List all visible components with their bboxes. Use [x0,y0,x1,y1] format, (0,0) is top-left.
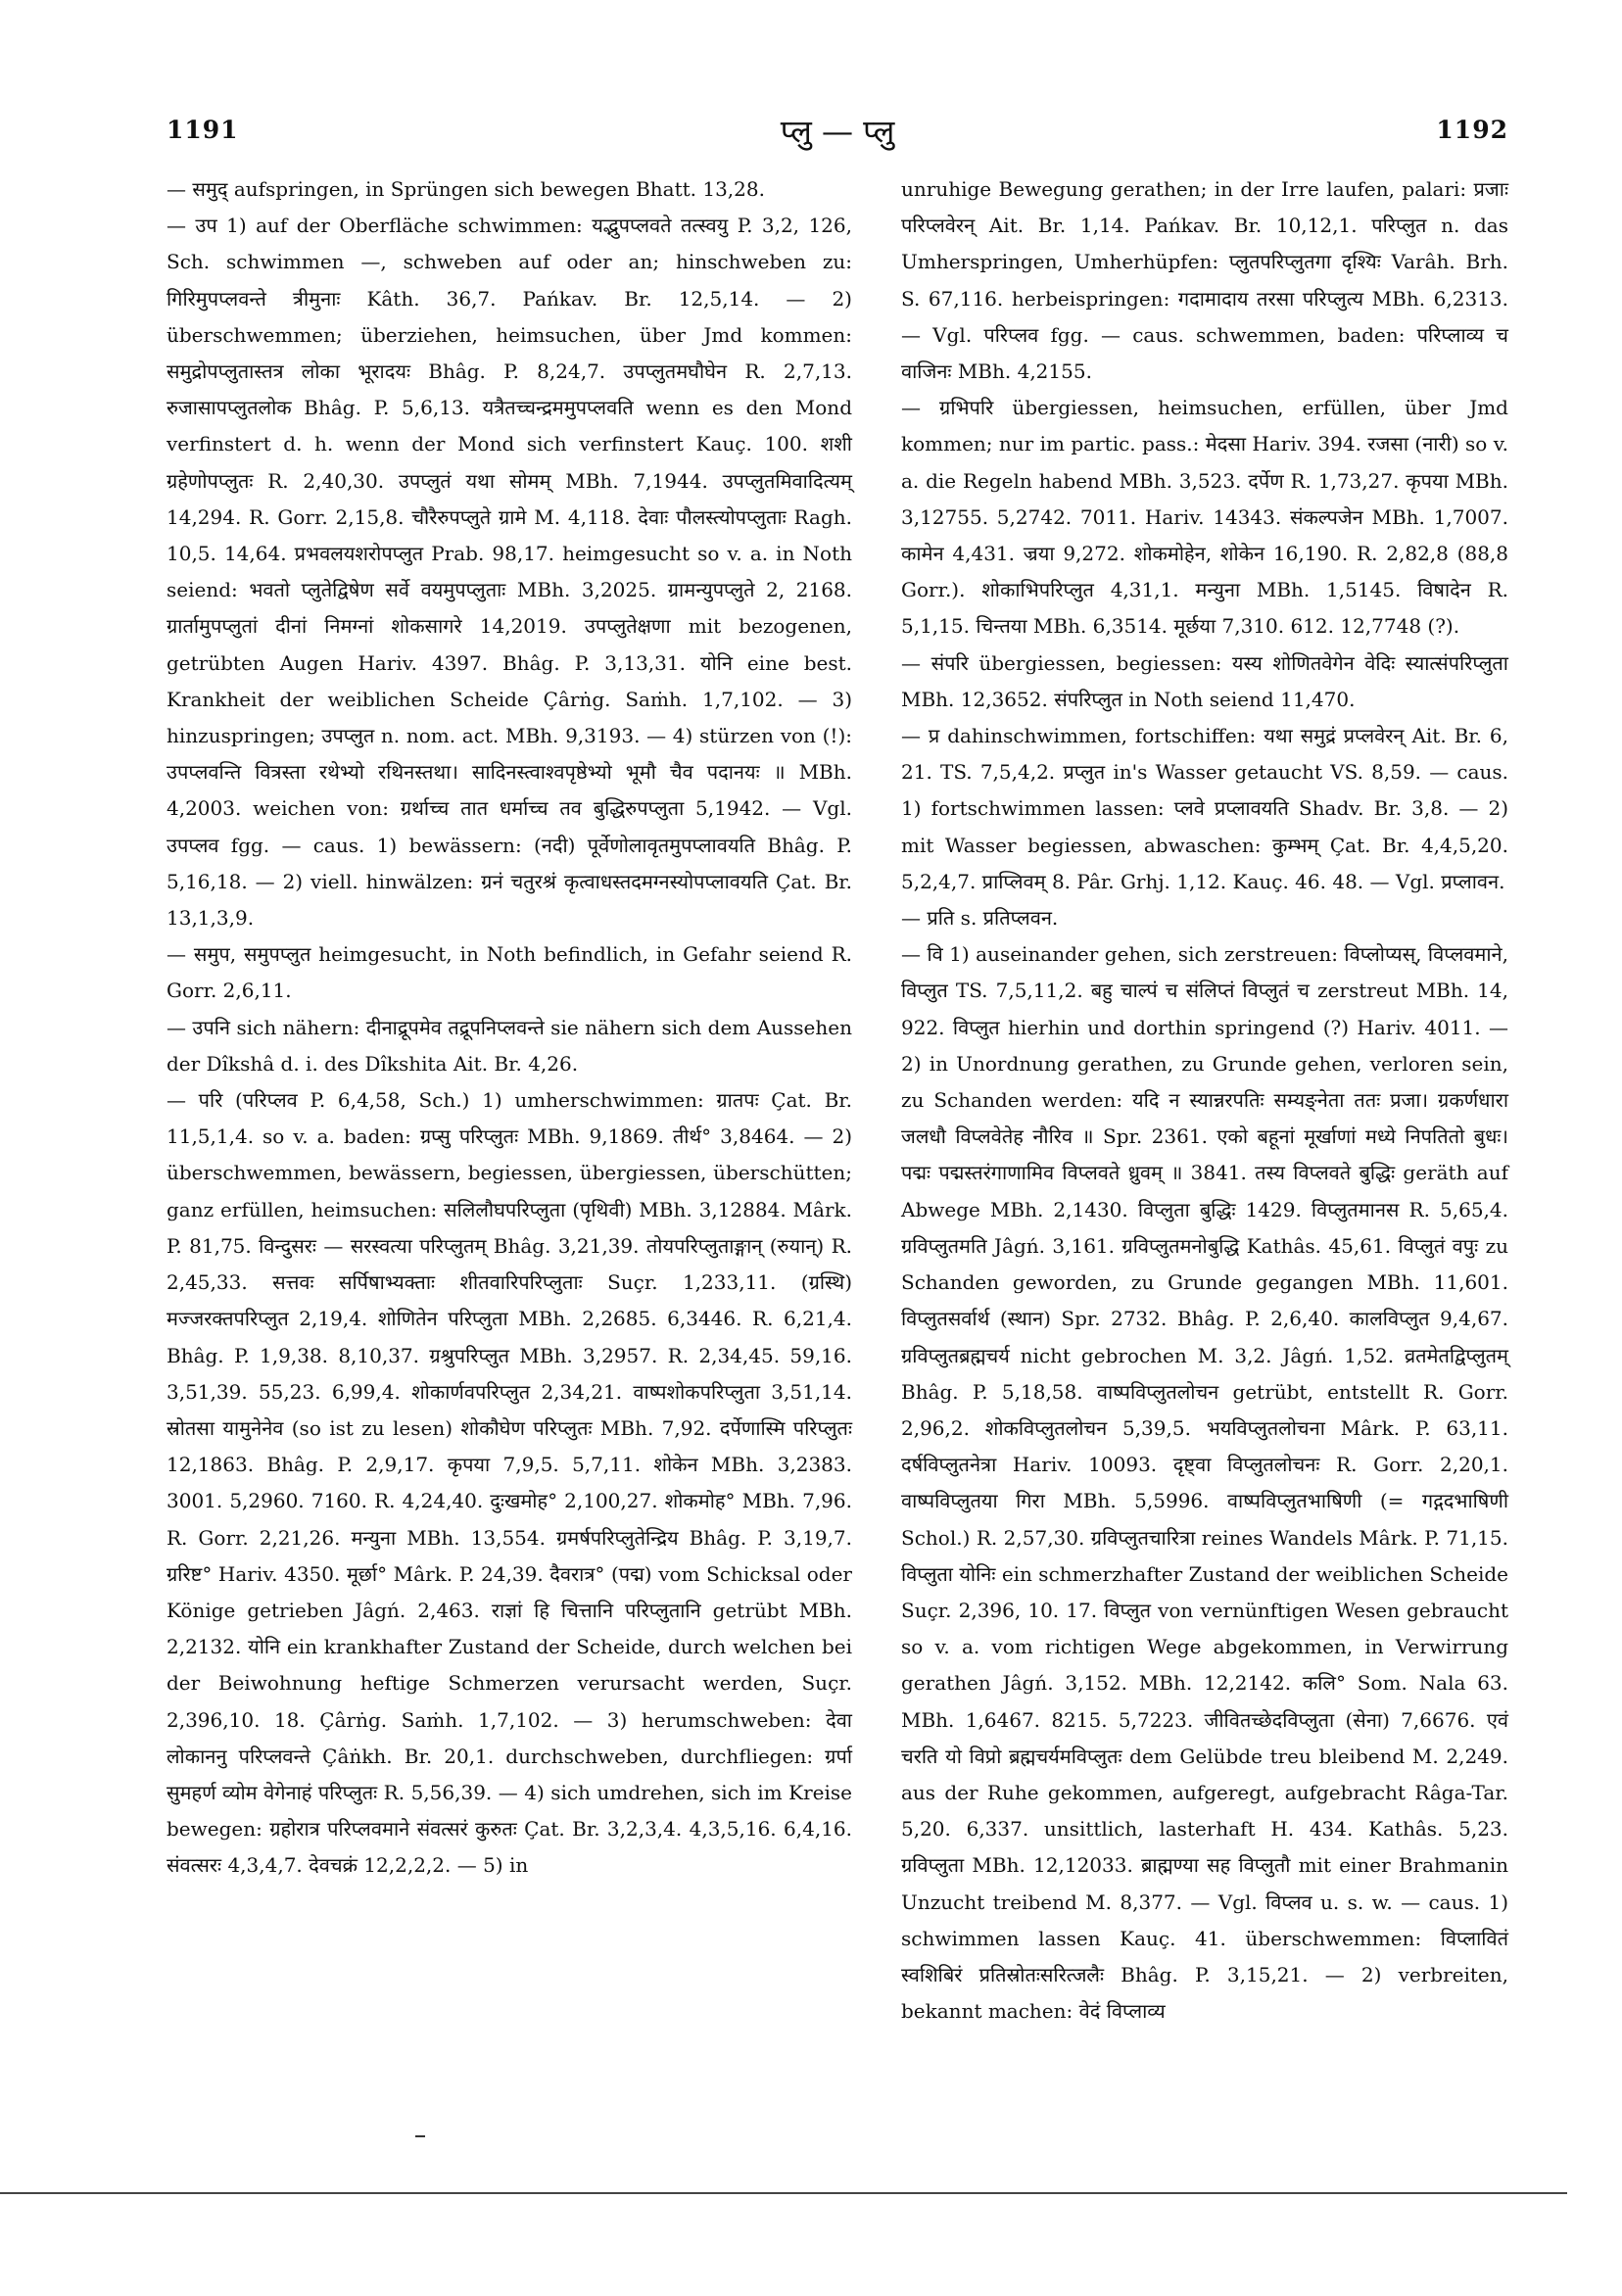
page-number-right: 1192 [1436,116,1508,144]
entry-paragraph: — वि 1) auseinander gehen, sich zerstreuen: विप्लोप्यस्, विप्लवमाने, विप्लुत TS. 7,5,11,2. बहु चाल्पं च संलिप्तं विप्लुतं च zerstreut MBh. 14, 922. विप्लुत hierhin und dorthin springend (?) Hariv. 4011. — 2) in Unordnung gerathen, zu Grunde gehen, verloren sein, zu Schanden werden: यदि न स्यान्नरपतिः सम्यङ्नेता ततः प्रजा। ग्रकर्णधारा जलधौ विप्लवेतेह नौरिव ॥ Spr. 2361. एको बहूनां मूर्खाणां मध्ये निपतितो बुधः। पद्मः पद्मस्तरंगाणामिव विप्लवते ध्रुवम् ॥ 3841. तस्य विप्लवते बुद्धिः geräth auf Abwege MBh. 2,1430. विप्लुता बुद्धिः 1429. विप्लुतमानस R. 5,65,4. ग्रविप्लुतमति Jâgń. 3,161. ग्रविप्लुतमनोबुद्धि Kathâs. 45,61. विप्लुतं वपुः zu Schanden geworden, zu Grunde gegangen MBh. 11,601. विप्लुतसर्वार्थ (स्थान) Spr. 2732. Bhâg. P. 2,6,40. कालविप्लुत 9,4,67. ग्रविप्लुतब्रह्मचर्य nicht gebrochen M. 3,2. Jâgń. 1,52. व्रतमेतद्विप्लुतम् Bhâg. P. 5,18,58. वाष्पविप्लुतलोचन getrübt, entstellt R. Gorr. 2,96,2. शोकविप्लुतलोचन 5,39,5. भयविप्लुतलोचना Mârk. P. 63,11. दर्षविप्लुतनेत्रा Hariv. 10093. दृष्ट्वा विप्लुतलोचनः R. Gorr. 2,20,1. वाष्पविप्लुतया गिरा MBh. 5,5996. वाष्पविप्लुतभाषिणी (= गद्गदभाषिणी Schol.) R. 2,57,30. ग्रविप्लुतचारित्रा reines Wandels Mârk. P. 71,15. विप्लुता योनिः ein schmerzhafter Zustand der weiblichen Scheide Suçr. 2,396, 10. 17. विप्लुत von vernünftigen Wesen gebraucht so v. a. vom richtigen Wege abgekommen, in Verwirrung gerathen Jâgń. 3,152. MBh. 12,2142. कलि° Som. Nala 63. MBh. 1,6467. 8215. 5,7223. जीवितच्छेदविप्लुता (सेना) 7,6676. एवं चरति यो विप्रो ब्रह्मचर्यमविप्लुतः dem Gelübde treu bleibend M. 2,249. aus der Ruhe gekommen, aufgeregt, aufgebracht Râga-Tar. 5,20. 6,337. unsittlich, lasterhaft H. 434. Kathâs. 5,23. ग्रविप्लुता MBh. 12,12033. ब्राह्मण्या सह विप्लुतौ mit einer Brahmanin Unzucht treibend M. 8,377. — Vgl. विप्लव u. s. w. — caus. 1) schwimmen lassen Kauç. 41. überschwemmen: विप्लावितं स्वशिबिरं प्रतिस्रोतःसरित्जलैः Bhâg. P. 3,15,21. — 2) verbreiten, bekannt machen: वेदं विप्लाव्य [901,942,1508,2024]
page-number-left: 1191 [167,116,239,144]
stray-mark [415,2135,425,2137]
right-column [901,171,1508,2024]
entry-paragraph: — समुप, समुपप्लुत heimgesucht, in Noth befindlich, in Gefahr seiend R. Gorr. 2,6,11. [167,942,852,1003]
footer-rule [0,2192,1567,2194]
entry-paragraph: — प्रति s. प्रतिप्लवन. [901,906,1059,931]
entry-paragraph: — ग्रभिपरि übergiessen, heimsuchen, erfüllen, über Jmd kommen; nur im partic. pass.: मेदसा Hariv. 394. रजसा (नारी) so v. a. die Regeln habend MBh. 3,523. दर्पेण R. 1,73,27. कृपया MBh. 3,12755. 5,2742. 7011. Hariv. 14343. संकल्पजेन MBh. 1,7007. कामेन 4,431. ज्रया 9,272. शोकमोहेन, शोकेन 16,190. R. 2,82,8 (88,8 Gorr.). शोकाभिपरिप्लुत 4,31,1. मन्युना MBh. 1,5145. विषादेन R. 5,1,15. चिन्तया MBh. 6,3514. मूर्छया 7,310. 612. 12,7748 (?). [901,396,1508,639]
page-header [167,113,1508,155]
running-headword: प्लु — प्लु [780,113,895,150]
entry-paragraph: — संपरि übergiessen, begiessen: यस्य शोणितवेगेन वेदिः स्यात्संपरिप्लुता MBh. 12,3652. संपरिप्लुत in Noth seiend 11,470. [901,650,1508,711]
entry-paragraph: — उपनि sich nähern: दीनाद्रूपमेव तद्रूपनिप्लवन्ते sie nähern sich dem Aussehen der Dîkshâ d. i. des Dîkshita Ait. Br. 4,26. [167,1015,852,1076]
entry-paragraph: unruhige Bewegung gerathen; in der Irre laufen, palari: प्रजाः परिप्लवेरन् Ait. Br. 1,14. Pańkav. Br. 10,12,1. परिप्लुत n. das Umherspringen, Umherhüpfen: प्लुतपरिप्लुतगा दृश्यिः Varâh. Brh. S. 67,116. herbeispringen: गदामादाय तरसा परिप्लुत्य MBh. 6,2313. — Vgl. परिप्लव fgg. — caus. schwemmen, baden: परिप्लाव्य च वाजिनः MBh. 4,2155. [901,177,1508,384]
entry-paragraph: — उप 1) auf der Oberfläche schwimmen: यद्भुपप्लवते तत्स्वयु P. 3,2, 126, Sch. schwimmen —, schweben auf oder an; hinschweben zu: गिरिमुपप्लवन्ते त्रीमुनाः Kâth. 36,7. Pańkav. Br. 12,5,14. — 2) überschwemmen; überziehen, heimsuchen, über Jmd kommen: समुद्रोपप्लुतास्तत्र लोका भूरादयः Bhâg. P. 8,24,7. उपप्लुतमघौघेन R. 2,7,13. रुजासापप्लुतलोक Bhâg. P. 5,6,13. यत्रैतच्चन्द्रममुपप्लवति wenn es den Mond verfinstert d. h. wenn der Mond sich verfinstert Kauç. 100. शशी ग्रहेणोपप्लुतः R. 2,40,30. उपप्लुतं यथा सोमम् MBh. 7,1944. उपप्लुतमिवादित्यम् 14,294. R. Gorr. 2,15,8. चौरैरुपप्लुते ग्रामे M. 4,118. देवाः पौलस्त्योपप्लुताः Ragh. 10,5. 14,64. प्रभवलयशरोपप्लुत Prab. 98,17. heimgesucht so v. a. in Noth seiend: भवतो प्लुतेद्विषेण सर्वे वयमुपप्लुताः MBh. 3,2025. ग्रामन्युपप्लुते 2, 2168. ग्रार्तामुपप्लुतां दीनां निमग्नां शोकसागरे 14,2019. उपप्लुतेक्षणा mit bezogenen, getrübten Augen Hariv. 4397. Bhâg. P. 3,13,31. योनि eine best. Krankheit der weiblichen Scheide Çârṅg. Saṁh. 1,7,102. — 3) hinzuspringen; उपप्लुत n. nom. act. MBh. 9,3193. — 4) stürzen von (!): उपप्लवन्ति वित्रस्ता रथेभ्यो रथिनस्तथा। सादिनस्त्वाश्वपृष्ठेभ्यो भूमौ चैव पदानयः ॥ MBh. 4,2003. weichen von: ग्रर्थाच्च तात धर्माच्च तव बुद्धिरुपप्लुता 5,1942. — Vgl. उपप्लव fgg. — caus. 1) bewässern: (नदी) पूर्वेणोलावृतमुपप्लावयति Bhâg. P. 5,16,18. — 2) viell. hinwälzen: ग्रनं चतुरश्रं कृत्वाधस्तदमग्नस्योपप्लावयति Çat. Br. 13,1,3,9. [167,214,852,931]
entry-paragraph: — परि (परिप्लव P. 6,4,58, Sch.) 1) umherschwimmen: ग्रातपः Çat. Br. 11,5,1,4. so v. a. baden: ग्रप्सु परिप्लुतः MBh. 9,1869. तीर्थ° 3,8464. — 2) überschwemmen, bewässern, begiessen, übergiessen, überschütten; ganz erfüllen, heimsuchen: सलिलौघपरिप्लुता (पृथिवी) MBh. 3,12884. Mârk. P. 81,75. विन्दुसरः — सरस्वत्या परिप्लुतम् Bhâg. 3,21,39. तोयपरिप्लुताङ्गान् (रुयान्) R. 2,45,33. सत्तवः सर्पिषाभ्यक्ताः शीतवारिपरिप्लुताः Suçr. 1,233,11. (ग्रस्थि) मज्जरक्तपरिप्लुत 2,19,4. शोणितेन परिप्लुता MBh. 2,2685. 6,3446. R. 6,21,4. Bhâg. P. 1,9,38. 8,10,37. ग्रश्रुपरिप्लुत MBh. 3,2957. R. 2,34,45. 59,16. 3,51,39. 55,23. 6,99,4. शोकार्णवपरिप्लुत 2,34,21. वाष्पशोकपरिप्लुता 3,51,14. स्रोतसा यामुनेनेव (so ist zu lesen) शोकौघेण परिप्लुतः MBh. 7,92. दर्पेणास्मि परिप्लुतः 12,1863. Bhâg. P. 2,9,17. कृपया 7,9,5. 5,7,11. शोकेन MBh. 3,2383. 3001. 5,2960. 7160. R. 4,24,40. दुःखमोह° 2,100,27. शोकमोह° MBh. 7,96. R. Gorr. 2,21,26. मन्युना MBh. 13,554. ग्रमर्षपरिप्लुतेन्द्रिय Bhâg. P. 3,19,7. ग्ररिष्ट° Hariv. 4350. मूर्छा° Mârk. P. 24,39. दैवरात्र° (पद्म) vom Schicksal oder Könige getrieben Jâgń. 2,463. राज्ञां हि चित्तानि परिप्लुतानि getrübt MBh. 2,2132. योनि ein krankhafter Zustand der Scheide, durch welchen bei der Beiwohnung heftige Schmerzen verursacht werden, Suçr. 2,396,10. 18. Çârṅg. Saṁh. 1,7,102. — 3) herumschweben: देवा लोकाननु परिप्लवन्ते Çâṅkh. Br. 20,1. durchschweben, durchfliegen: ग्रर्पा सुमहर्ण व्योम वेगेनाहं परिप्लुतः R. 5,56,39. — 4) sich umdrehen, sich im Kreise bewegen: ग्रहोरात्र परिप्लवमाने संवत्सरं कुरुतः Çat. Br. 3,2,3,4. 4,3,5,16. 6,4,16. संवत्सरः 4,3,4,7. देवचक्रं 12,2,2,2. — 5) in [167,1088,852,1878]
entry-paragraph: — समुद् aufspringen, in Sprüngen sich bewegen Bhatt. 13,28. [167,177,765,201]
left-column [167,171,852,2003]
entry-paragraph: — प्र dahinschwimmen, fortschiffen: यथा समुद्रं प्रप्लवेरन् Ait. Br. 6, 21. TS. 7,5,4,2. प्रप्लुत in's Wasser getaucht VS. 8,59. — caus. 1) fortschwimmen lassen: प्लवे प्रप्लावयति Shadv. Br. 3,8. — 2) mit Wasser begiessen, abwaschen: कुम्भम् Çat. Br. 4,4,5,20. 5,2,4,7. प्राप्लिवम् 8. Pâr. Grhj. 1,12. Kauç. 46. 48. — Vgl. प्रप्लावन. [901,724,1508,893]
